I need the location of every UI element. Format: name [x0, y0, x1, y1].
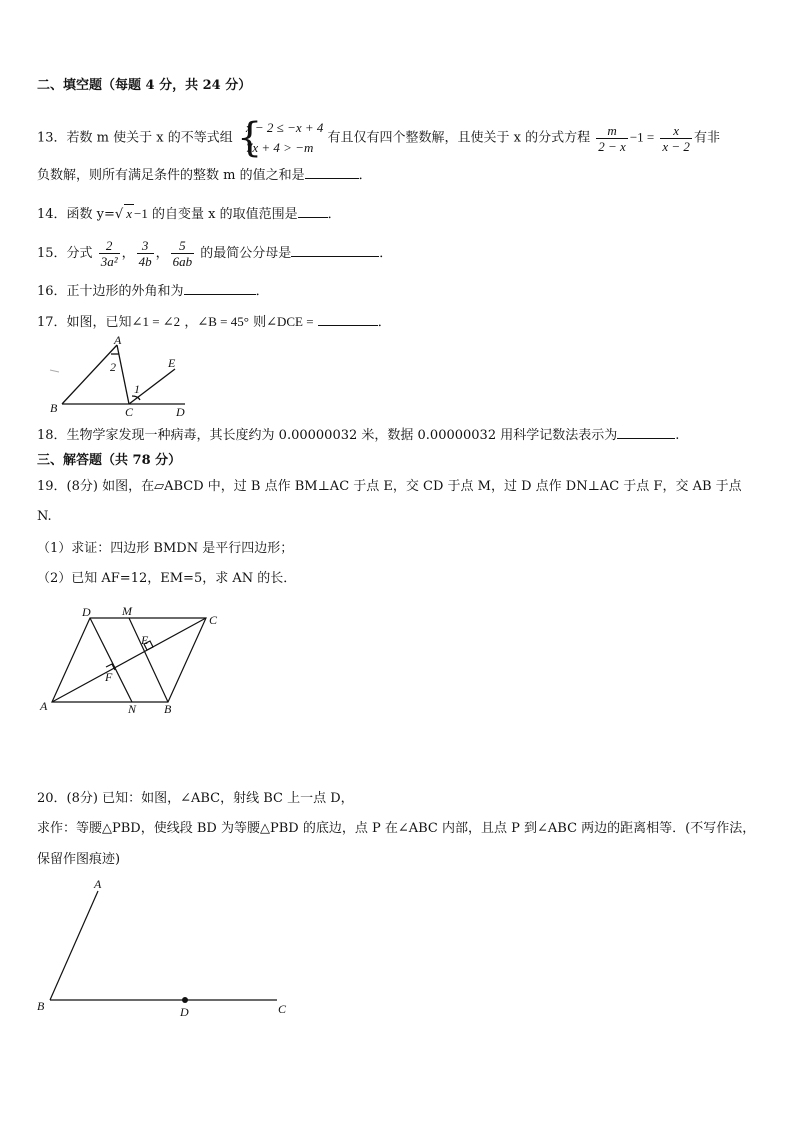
label-f: F [105, 670, 113, 684]
fraction-2-over-3a2 [99, 238, 120, 269]
question-16 [37, 282, 269, 301]
answer-blank-14[interactable] [298, 205, 328, 218]
section-title-fill-in: 二、填空题（每题 4 分，共 24 分） [37, 78, 252, 93]
inequality-2: 7x + 4 > −m [245, 140, 314, 155]
answer-blank-17[interactable] [318, 313, 378, 326]
question-19-line-1: 19．(8分) 如图，在▱ABCD 中，过 B 点作 BM⊥AC 于点 E，交 CD 于点 M，过 D 点作 DN⊥AC 于点 F，交 AB 于点 [37, 479, 742, 494]
label-angle-1: 1 [134, 382, 140, 396]
answer-blank-18[interactable] [617, 426, 675, 439]
question-15-text-b: 的最简公分母是 [200, 246, 292, 261]
question-17-number: 17． [37, 315, 67, 330]
sqrt-sign: √ [114, 207, 124, 222]
question-15-end: ． [379, 246, 393, 261]
label-e: E [168, 356, 176, 370]
answer-blank-16[interactable] [184, 282, 256, 295]
question-17 [37, 313, 391, 332]
question-13-text-b: 有且仅有四个整数解，且使关于 x 的分式方程 [327, 130, 591, 146]
fraction-numerator: 3 [141, 238, 149, 253]
separator: ， [121, 246, 135, 261]
answer-blank-13[interactable] [305, 166, 359, 179]
stray-mark [50, 370, 59, 372]
condition-angle-equal: ∠1 = ∠2 [131, 314, 181, 329]
question-18-text: 生物学家发现一种病毒，其长度约为 0.00000032 米，数据 0.00000032 用科学记数法表示为 [66, 428, 618, 443]
separator: ， [155, 246, 169, 261]
fraction-denominator: 3a² [100, 254, 118, 269]
label-a: A [94, 877, 102, 891]
figure-19 [36, 600, 226, 720]
label-c: C [125, 405, 134, 419]
condition-angle-b: ∠B = 45° [197, 314, 249, 329]
label-angle-2: 2 [110, 360, 116, 374]
sqrt-radicand: x [126, 206, 132, 221]
label-d: D [180, 1005, 189, 1019]
figure-17 [45, 334, 200, 420]
question-19-line-2: N. [37, 509, 52, 524]
question-14-end: ． [327, 207, 341, 222]
question-15-number: 15． [37, 246, 67, 261]
fraction-denominator: x − 2 [662, 138, 690, 154]
question-15 [37, 238, 392, 269]
question-17-text-b: 则 [253, 315, 267, 330]
question-13-text-d: 负数解，则所有满足条件的整数 m 的值之和是 [37, 168, 305, 183]
fraction-m-over-2-minus-x [596, 123, 628, 154]
label-d: D [82, 605, 91, 619]
question-15-text-a: 分式 [66, 246, 93, 261]
label-d: D [176, 405, 185, 419]
question-13-end: ． [358, 168, 372, 183]
minus-one-equals: −1 = [629, 129, 655, 145]
inequality-system [236, 115, 324, 161]
question-13-text-c: 有非 [693, 130, 720, 146]
left-brace: { [236, 115, 263, 161]
question-13-number: 13． [37, 130, 67, 146]
fraction-numerator: 2 [105, 238, 113, 253]
minus-one: −1 [134, 206, 148, 221]
section-title-solutions: 三、解答题（共 78 分） [37, 453, 182, 468]
label-b: B [50, 401, 58, 415]
question-19-part-2: （2）已知 AF=12，EM=5，求 AN 的长． [37, 571, 297, 586]
question-18 [37, 426, 679, 445]
label-e: E [141, 633, 149, 647]
question-17-text-a: 如图，已知 [66, 315, 132, 330]
fraction-3-over-4b [137, 238, 154, 269]
label-b: B [37, 999, 45, 1013]
question-14 [37, 204, 341, 224]
line-ab [62, 345, 117, 404]
question-18-end: . [675, 428, 680, 443]
label-a: A [114, 334, 122, 347]
question-17-end: ． [377, 315, 391, 330]
label-c: C [209, 613, 218, 627]
segment-dn [90, 618, 132, 702]
fraction-x-over-x-minus-2 [660, 123, 692, 154]
fraction-denominator: 2 − x [598, 138, 626, 154]
segment-bm [129, 618, 168, 702]
answer-blank-15[interactable] [291, 244, 379, 257]
question-13-line-2 [37, 166, 372, 185]
question-16-number: 16． [37, 284, 67, 299]
question-20-line-1: 20．(8分) 已知：如图，∠ABC，射线 BC 上一点 D， [37, 791, 354, 806]
question-16-text: 正十边形的外角和为 [66, 284, 184, 299]
label-a: A [40, 699, 48, 713]
question-16-end: ． [255, 284, 269, 299]
figure-20 [34, 876, 296, 1022]
question-13-line-1 [37, 115, 720, 161]
fraction-numerator: 5 [179, 238, 186, 253]
label-b: B [164, 702, 172, 716]
asked-angle-dce: ∠DCE = [266, 314, 314, 329]
fraction-5-over-6ab [171, 238, 195, 269]
question-18-number: 18． [37, 428, 67, 443]
ray-ba [50, 891, 98, 1000]
label-c: C [278, 1002, 287, 1016]
question-14-text-a: 函数 y= [66, 207, 115, 222]
fraction-denominator: 4b [138, 254, 152, 269]
point-d [182, 997, 188, 1003]
question-20-line-3: 保留作图痕迹) [37, 852, 121, 867]
question-14-text-b: 的自变量 x 的取值范围是 [151, 207, 298, 222]
question-19-part-1: （1）求证：四边形 BMDN 是平行四边形； [37, 541, 294, 556]
separator: ， [184, 315, 198, 330]
diagonal-ac [52, 618, 206, 702]
label-m: M [122, 604, 132, 618]
fraction-numerator: m [607, 122, 617, 138]
question-14-number: 14． [37, 207, 67, 222]
label-n: N [128, 702, 137, 716]
question-13-text-a: 若数 m 使关于 x 的不等式组 [66, 130, 233, 146]
inequality-1: x − 2 ≤ −x + 4 [245, 120, 324, 135]
question-20-line-2: 求作：等腰△PBD，使线段 BD 为等腰△PBD 的底边，点 P 在∠ABC 内部，且点 P 到∠ABC 两边的距离相等．(不写作法， [37, 821, 756, 836]
fraction-denominator: 6ab [172, 254, 193, 269]
fraction-numerator: x [673, 122, 680, 138]
